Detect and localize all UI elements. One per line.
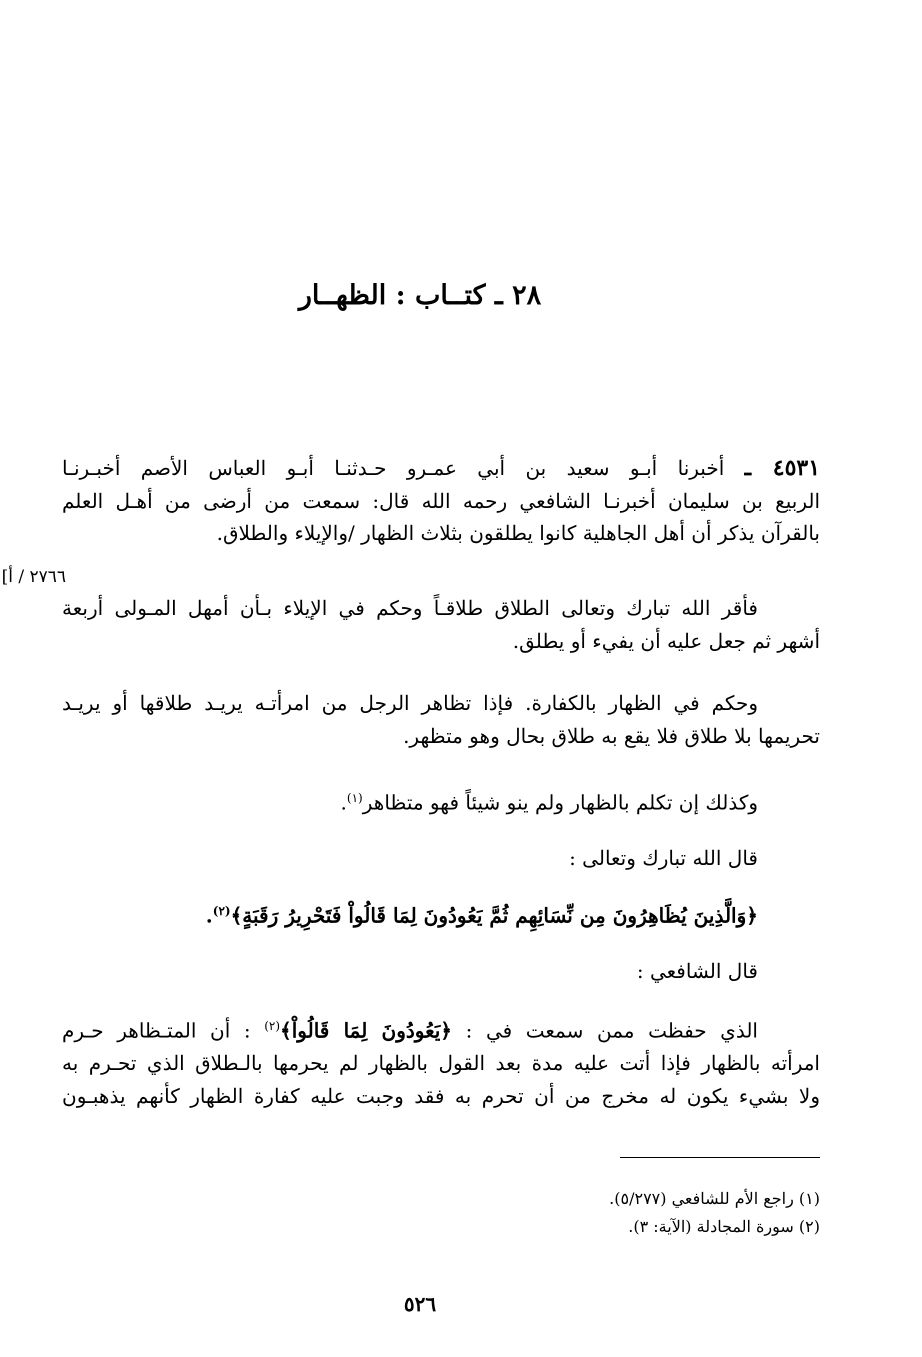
paragraph-kaffara-line-1: وحكم في الظهار بالكفارة. فإذا تظاهر الرجل من امرأتـه يريـد طلاقها أو يريـد xyxy=(62,691,758,715)
footnote-1: (١) راجع الأم للشافعي (٥/٢٧٧). xyxy=(609,1189,820,1208)
hadith-paragraph xyxy=(62,452,820,550)
paragraph-qala-shafii-text: قال الشافعي : xyxy=(636,959,758,983)
paragraph-iila-line-2: أشهر ثم جعل عليه أن يفيء أو يطلق. xyxy=(512,628,820,653)
paragraph-iila xyxy=(62,592,820,657)
paragraph-qala-allah xyxy=(62,842,820,875)
hadith-line-1 xyxy=(62,452,820,485)
paragraph-kaffara-line-2: تحريمها بلا طلاق فلا يقع به طلاق بحال وهو متظهر. xyxy=(403,723,820,748)
page-number: ٥٢٦ xyxy=(403,1292,437,1316)
paragraph-qala-allah-text: قال الله تبارك وتعالى : xyxy=(569,846,758,870)
footnote-separator xyxy=(620,1157,820,1158)
quran-verse-text: ﴿وَالَّذِينَ يُظَاهِرُونَ مِن نِّسَائِهِم ثُمَّ يَعُودُونَ لِمَا قَالُواْ فَتَحْرِيرُ رَقَبَةٍ﴾ xyxy=(230,903,758,928)
paragraph-iila-line-1: فأقر الله تبارك وتعالى الطلاق طلاقـاً وحكم في الإيلاء بـأن أمهل المـولى أربعة xyxy=(62,596,758,620)
quran-verse-paragraph xyxy=(62,895,820,932)
footnote-ref-2: (٢) xyxy=(212,904,231,918)
paragraph-explanation-line-2: امرأته بالظهار فإذا أتت عليه مدة بعد القول بالظهار لم يحرمها بالـطلاق الذي تحـرم به xyxy=(62,1051,820,1076)
footnote-ref-2b: (٢) xyxy=(264,1019,281,1033)
footnote-2: (٢) سورة المجادلة (الآية: ٣). xyxy=(628,1217,820,1236)
paragraph-explanation-line-1 xyxy=(62,1010,820,1047)
paragraph-mutazahir-line xyxy=(62,782,820,819)
paragraph-kaffara xyxy=(62,687,820,752)
paragraph-explanation-intro: الذي حفظت ممن سمعت في : xyxy=(465,1018,758,1043)
paragraph-mutazahir-tail: . xyxy=(340,790,347,815)
chapter-title: ٢٨ ـ كتــاب : الظهــار xyxy=(298,280,542,311)
hadith-line-2: الربيع بن سليمان أخبرنـا الشافعي رحمه الله قال: سمعت من أرضى من أهـل العلم xyxy=(62,488,820,513)
paragraph-explanation-line-1-end: : أن المتـظاهر حـرم xyxy=(62,1018,251,1043)
quran-verse-line xyxy=(62,895,820,932)
footnotes xyxy=(400,1185,820,1241)
paragraph-qala-shafii xyxy=(62,955,820,988)
paragraph-mutazahir xyxy=(62,782,820,819)
hadith-line-3: بالقرآن يذكر أن أهل الجاهلية كانوا يطلقون بثلاث الظهار /والإيلاء والطلاق. xyxy=(216,521,820,545)
quran-quote: ﴿يَعُودُونَ لِمَا قَالُواْ﴾ xyxy=(280,1018,453,1043)
hadith-line-1-text: أخبرنا أبـو سعيد بن أبي عمـرو حـدثنـا أبـو العباس الأصم أخبـرنـا xyxy=(62,456,725,480)
quran-verse-tail: . xyxy=(205,903,213,928)
footnote-ref-1: (١) xyxy=(346,791,363,805)
manuscript-folio-note: ٢٧٦٦ / أ] xyxy=(1,567,66,587)
paragraph-mutazahir-text: وكذلك إن تكلم بالظهار ولم ينو شيئاً فهو متظاهر xyxy=(362,790,758,815)
paragraph-explanation-line-3: ولا بشيء يكون له مخرج من أن تحرم به فقد وجبت عليه كفارة الظهار كأنهم يذهبـون xyxy=(62,1083,820,1108)
hadith-number: ٤٥٣١ ـ xyxy=(744,455,821,481)
main-text xyxy=(62,452,820,1142)
paragraph-explanation xyxy=(62,1010,820,1112)
